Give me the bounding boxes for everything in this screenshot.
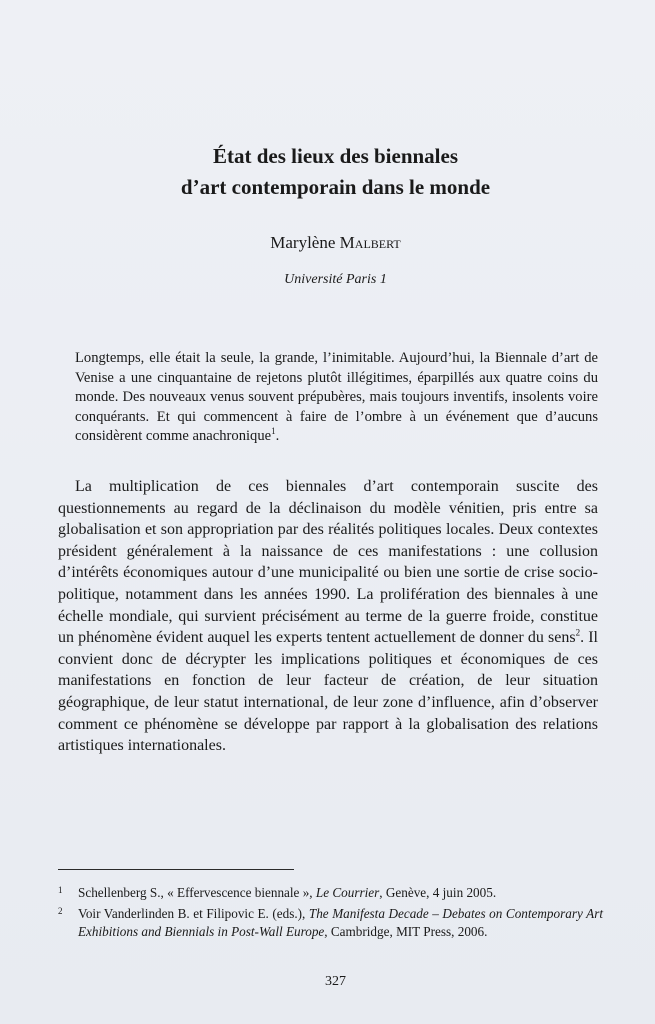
footnote-text-before: Voir Vanderlinden B. et Filipovic E. (eds.), [78,906,309,921]
body-text-part-1: La multiplication de ces biennales d’art contemporain suscite des questionnements au regard de la déclinaison du modèle vénitien, pris entre sa globalisation et son appropriation par des réalités politiques locales. Deux contextes président généralement à la naissance de ces manifestations : une collusion d’intérêts économiques autour d’une municipalité ou bien une sortie de crise socio-politique, notamment dans les années 1990. La prolifération des biennales à une échelle mondiale, qui survient précisément au terme de la guerre froide, constitue un phénomène évident auquel les experts tentent actuellement de donner du sens [58,478,598,647]
footnote-number: 2 [58,906,63,916]
footnote-2 [58,905,603,940]
footnote-ref-2: 2 [575,627,581,638]
footnote-1 [58,884,603,902]
footnote-text-after: , Genève, 4 juin 2005. [379,885,497,900]
page-number: 327 [325,974,346,989]
body-paragraph [58,476,598,757]
footnote-text [58,884,603,902]
footnote-text [58,905,603,940]
footnote-separator [58,869,294,870]
epigraph-text: Longtemps, elle était la seule, la grande, l’inimitable. Aujourd’hui, la Biennale d’art de Venise a une cinquantaine de rejetons plutôt illégitimes, éparpillés aux quatre coins du monde. Des nouveaux venus souvent prépubères, mais toujours inventifs, insolents voire conquérants. Et qui commencent à faire de l’ombre à un événement que d’aucuns considèrent comme anachronique [75,350,598,444]
footnote-italic-title: Le Courrier [315,885,380,900]
footnote-italic-title: The Manifesta Decade – Debates on Contemporary Art Exhibitions and Biennials in Post-Wall Europe [78,906,603,939]
footnote-text-after: , Cambridge, MIT Press, 2006. [324,923,488,939]
epigraph-quote [75,349,598,447]
author-given-name: Marylène [270,233,336,252]
epigraph-end: . [275,428,280,444]
author-name [8,233,655,253]
body-text-part-2: . Il convient donc de décrypter les implications politiques et économiques de ces manifestations en fonction de leur facteur de création, de leur situation géographique, de leur statut international, de leur zone d’influence, afin d’observer comment ce phénomène se développe par rapport à la globalisation des relations artistiques internationales. [58,629,598,755]
article-title-line-2: d’art contemporain dans le monde [180,175,491,199]
footnote-number: 1 [58,885,63,895]
author-affiliation: Université Paris 1 [284,272,387,287]
footnote-text-before: Schellenberg S., « Effervescence biennale », [78,885,316,900]
author-family-name: Malbert [339,233,401,252]
article-title-line-1: État des lieux des biennales [212,144,459,168]
footnote-ref-1: 1 [271,426,276,437]
